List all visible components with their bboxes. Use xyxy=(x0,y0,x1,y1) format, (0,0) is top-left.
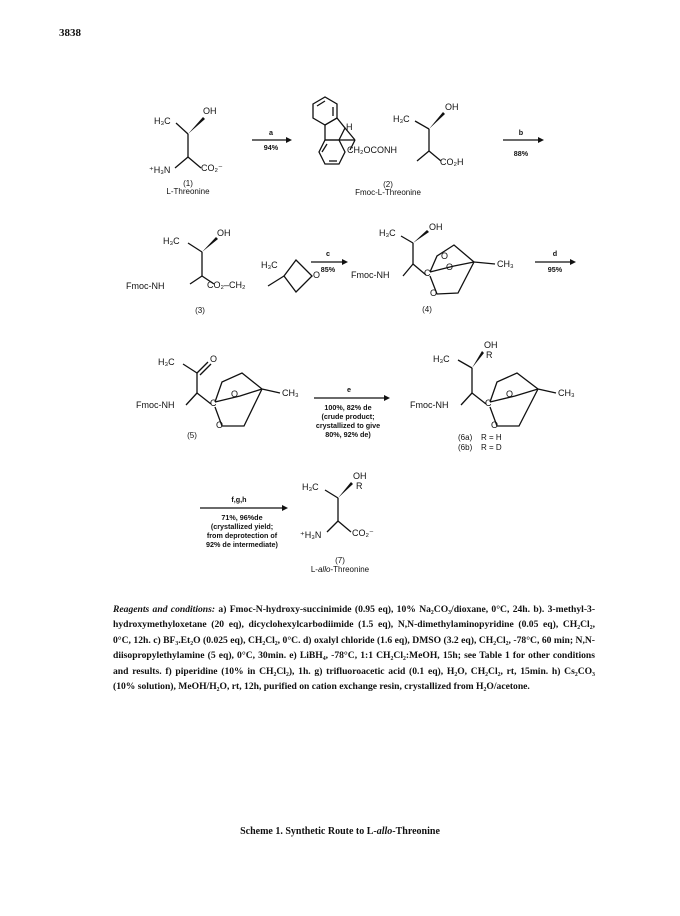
arrow-a-letter: a xyxy=(269,128,273,137)
arrow-d-letter: d xyxy=(552,249,558,258)
c4-o1-label: O xyxy=(441,251,449,261)
c3-o-label: O xyxy=(313,270,321,280)
c1-oh-label: OH xyxy=(203,106,217,116)
arrow-c-yield: 85% xyxy=(320,265,336,274)
c6-o2-label: O xyxy=(491,420,499,430)
c6-h3c-label: H₃C xyxy=(433,354,450,364)
arrow-fgh-condition-4: 92% de intermediate) xyxy=(206,540,278,549)
compound-1-number: (1) xyxy=(183,179,193,188)
arrow-e-condition-2: (crude product; xyxy=(321,412,375,421)
arrow-e xyxy=(314,395,390,401)
c6-c-label: C xyxy=(485,398,492,408)
c4-fmoc-label: Fmoc-NH xyxy=(351,270,390,280)
arrow-fgh-condition-1: 71%, 96%de xyxy=(221,513,263,522)
arrow-fgh-letters: f,g,h xyxy=(231,495,247,504)
c6-r-label: R xyxy=(486,350,493,360)
c7-co2-label: CO₂⁻ xyxy=(352,528,374,538)
c3-fmoc-label: Fmoc-NH xyxy=(126,281,165,291)
arrow-e-condition-3: crystallized to give xyxy=(315,421,381,430)
compound-2-name: Fmoc-L-Threonine xyxy=(355,188,421,197)
compound-5-number: (5) xyxy=(187,431,197,440)
c3-h3c-label: H₃C xyxy=(163,236,180,246)
c5-h3c-label: H₃C xyxy=(158,357,175,367)
arrow-fgh-condition-2: (crystallized yield; xyxy=(210,522,274,531)
c5-fmoc-label: Fmoc-NH xyxy=(136,400,175,410)
c6-ch3-label: CH₃ xyxy=(558,388,575,398)
arrow-b-letter: b xyxy=(518,128,524,137)
c4-ch3-label: CH₃ xyxy=(497,259,514,269)
c2-h3c-label: H₃C xyxy=(393,114,410,124)
reagents-text: a) Fmoc-N-hydroxy-succinimide (0.95 eq), 10% Na₂CO₃/dioxane, 0°C, 24h. b). 3-methyl-3-hydroxymethyloxetane (20 eq), dicyclohexylcarbodiimide (1.5 eq), N,N-dimethylaminopyridine (0.05 eq), CH₂Cl₂, 0°C, 12h. c) BF₃.Et₂O (0.025 eq), CH₂Cl₂, 0°C. d) oxalyl chloride (1.6 eq), DMSO (3.2 eq), CH₂Cl₂, -78°C, 60 min; N,N-diisopropylethylamine (5 eq), 0°C, 30min. e) LiBH₄, -78°C, 1:1 CH₂Cl₂:MeOH, 15h; see Table 1 for other conditions and results. f) piperidine (10% in CH₂Cl₂), 1h. g) trifluoroacetic acid (0.1 eq), H₂O, CH₂Cl₂, rt, 15min. h) Cs₂CO₃ (10% solution), MeOH/H₂O, rt, 12h, purified on cation exchange resin, crystallized from H₂O/acetone. xyxy=(113,604,596,693)
c2-sub-label: CH₂OCONH xyxy=(347,145,397,155)
c2-h-label: H xyxy=(346,122,353,132)
compound-7-name: L-allo-Threonine xyxy=(310,565,370,574)
compound-6a-number: (6a) xyxy=(458,433,473,442)
c6-fmoc-label: Fmoc-NH xyxy=(410,400,449,410)
compound-7-bonds xyxy=(325,482,353,532)
c1-co2-label: CO₂⁻ xyxy=(201,163,223,173)
scheme-caption: Scheme 1. Synthetic Route to L-allo-Threonine xyxy=(240,826,440,837)
compound-1-bonds xyxy=(175,117,205,168)
c5-o-label: O xyxy=(210,354,218,364)
arrow-c-letter: c xyxy=(326,249,330,258)
arrow-e-condition-1: 100%, 82% de xyxy=(324,403,372,412)
c4-oh-label: OH xyxy=(429,222,443,232)
page-number: 3838 xyxy=(59,27,81,39)
arrow-b-yield: 88% xyxy=(513,149,529,158)
compound-7-number: (7) xyxy=(335,556,345,565)
c4-h3c-label: H₃C xyxy=(379,228,396,238)
compound-1-name: L-Threonine xyxy=(166,187,210,196)
c4-o2-label: O xyxy=(446,262,454,272)
c1-h3n-label: ⁺H₃N xyxy=(149,165,171,175)
compound-6a-r-group: R = H xyxy=(481,433,502,442)
arrow-d-yield: 95% xyxy=(547,265,563,274)
c4-o3-label: O xyxy=(430,288,438,298)
arrow-fgh-condition-3: from deprotection of xyxy=(206,531,278,540)
arrow-a-yield: 94% xyxy=(263,143,279,152)
compound-6b-r-group: R = D xyxy=(481,443,502,452)
c1-h3c-label: H₃C xyxy=(154,116,171,126)
c5-o2-label: O xyxy=(216,420,224,430)
c7-r-label: R xyxy=(356,481,363,491)
c3-h3c2-label: H₃C xyxy=(261,260,278,270)
c6-o1-label: O xyxy=(506,389,514,399)
c6-oh-label: OH xyxy=(484,340,498,350)
c3-ester-label: CO₂–CH₂ xyxy=(207,280,246,290)
arrow-e-letter: e xyxy=(347,385,351,394)
c7-h3c-label: H₃C xyxy=(302,482,319,492)
c5-c-label: C xyxy=(210,398,217,408)
c3-oh-label: OH xyxy=(217,228,231,238)
arrow-e-condition-4: 80%, 92% de) xyxy=(325,430,371,439)
c2-oh-label: OH xyxy=(445,102,459,112)
compound-4-number: (4) xyxy=(422,305,432,314)
arrow-fgh xyxy=(200,505,288,511)
c7-oh-label: OH xyxy=(353,471,367,481)
c7-h3n-label: ⁺H₃N xyxy=(300,530,322,540)
arrow-b xyxy=(503,137,544,143)
compound-3-number: (3) xyxy=(195,306,205,315)
c4-c-label: C xyxy=(424,268,431,278)
reagents-heading: Reagents and conditions: xyxy=(113,604,216,615)
reagents-and-conditions xyxy=(113,602,595,694)
c5-o1-label: O xyxy=(231,389,239,399)
compound-2-number: (2) xyxy=(383,180,393,189)
compound-6b-number: (6b) xyxy=(458,443,473,452)
c5-ch3-label: CH₃ xyxy=(282,388,299,398)
c2-co2h-label: CO₂H xyxy=(440,157,464,167)
